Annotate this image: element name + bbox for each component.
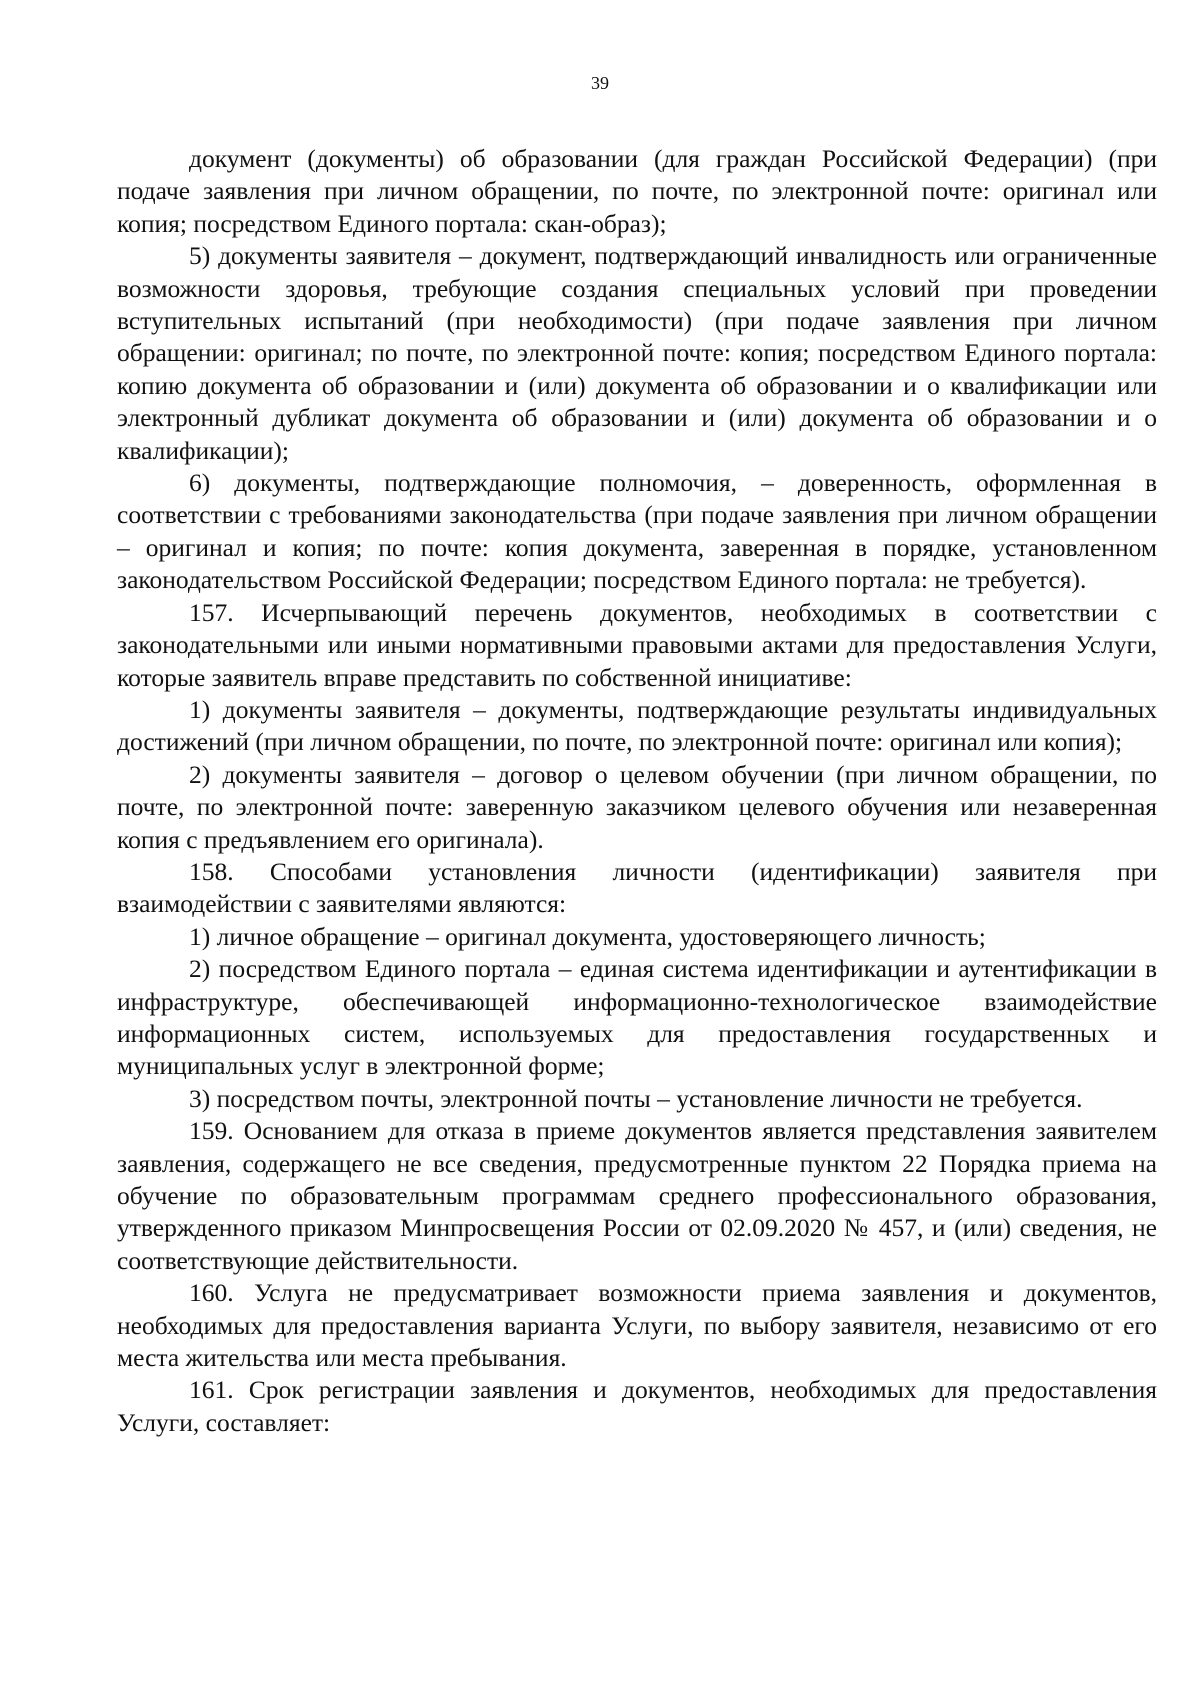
paragraph-160: 160. Услуга не предусматривает возможности приема заявления и документов, необходимых для предоставления варианта Услуги, по выбору заявителя, независимо от его места жительства или места пребывания. — [117, 1278, 1157, 1373]
paragraph-161: 161. Срок регистрации заявления и документов, необходимых для предоставления Услуги, составляет: — [117, 1375, 1157, 1437]
paragraph-158: 158. Способами установления личности (идентификации) заявителя при взаимодействии с заявителями являются: — [117, 856, 1157, 919]
paragraph-157: 157. Исчерпывающий перечень документов, необходимых в соответствии с законодательными или иными нормативными правовыми актами для предоставления Услуги, которые заявитель вправе представить по собственной инициативе: — [117, 597, 1157, 692]
paragraph-157-item-1: 1) документы заявителя – документы, подтверждающие результаты индивидуальных достижений (при личном обращении, по почте, по электронной почте: оригинал или копия); — [117, 694, 1157, 757]
page-number: 39 — [591, 73, 609, 93]
paragraph-159: 159. Основанием для отказа в приеме документов является представления заявителем заявления, содержащего не все сведения, предусмотренные пунктом 22 Порядка приема на обучение по образовательным программам среднего профессионального образования, утвержденного приказом Минпросвещения России от 02.09.2020 № 457, и (или) сведения, не соответствующие действительности. — [117, 1116, 1157, 1275]
paragraph-158-item-1: 1) личное обращение – оригинал документа, удостоверяющего личность; — [189, 921, 986, 951]
paragraph-education-document: документ (документы) об образовании (для граждан Российской Федерации) (при подаче заявления при личном обращении, по почте, по электронной почте: оригинал или копия; посредством Единого портала: скан-образ); — [117, 144, 1157, 238]
document-body — [117, 143, 1157, 1439]
paragraph-157-item-2: 2) документы заявителя – договор о целевом обучении (при личном обращении, по почте, по электронной почте: заверенную заказчиком целевого обучения или незаверенная копия с предъявлением его оригинала). — [117, 759, 1157, 854]
paragraph-item-5-disability-documents: 5) документы заявителя – документ, подтверждающий инвалидность или ограниченные возможности здоровья, требующие создания специальных условий при проведении вступительных испытаний (при необходимости) (при подаче заявления при личном обращении: оригинал; по почте, по электронной почте: копия; посредством Единого портала: копию документа об образовании и (или) документа об образовании и о квалификации или электронный дубликат документа об образовании и (или) документа об образовании и о квалификации); — [117, 241, 1157, 465]
paragraph-158-item-3: 3) посредством почты, электронной почты – установление личности не требуется. — [189, 1083, 1083, 1113]
paragraph-158-item-2: 2) посредством Единого портала – единая система идентификации и аутентификации в инфраструктуре, обеспечивающей информационно-технологическое взаимодействие информационных систем, используемых для предоставления государственных и муниципальных услуг в электронной форме; — [117, 954, 1157, 1081]
paragraph-item-6-authority-documents: 6) документы, подтверждающие полномочия, – доверенность, оформленная в соответствии с требованиями законодательства (при подаче заявления при личном обращении – оригинал и копия; по почте: копия документа, заверенная в порядке, установленном законодательством Российской Федерации; посредством Единого портала: не требуется). — [117, 468, 1157, 595]
